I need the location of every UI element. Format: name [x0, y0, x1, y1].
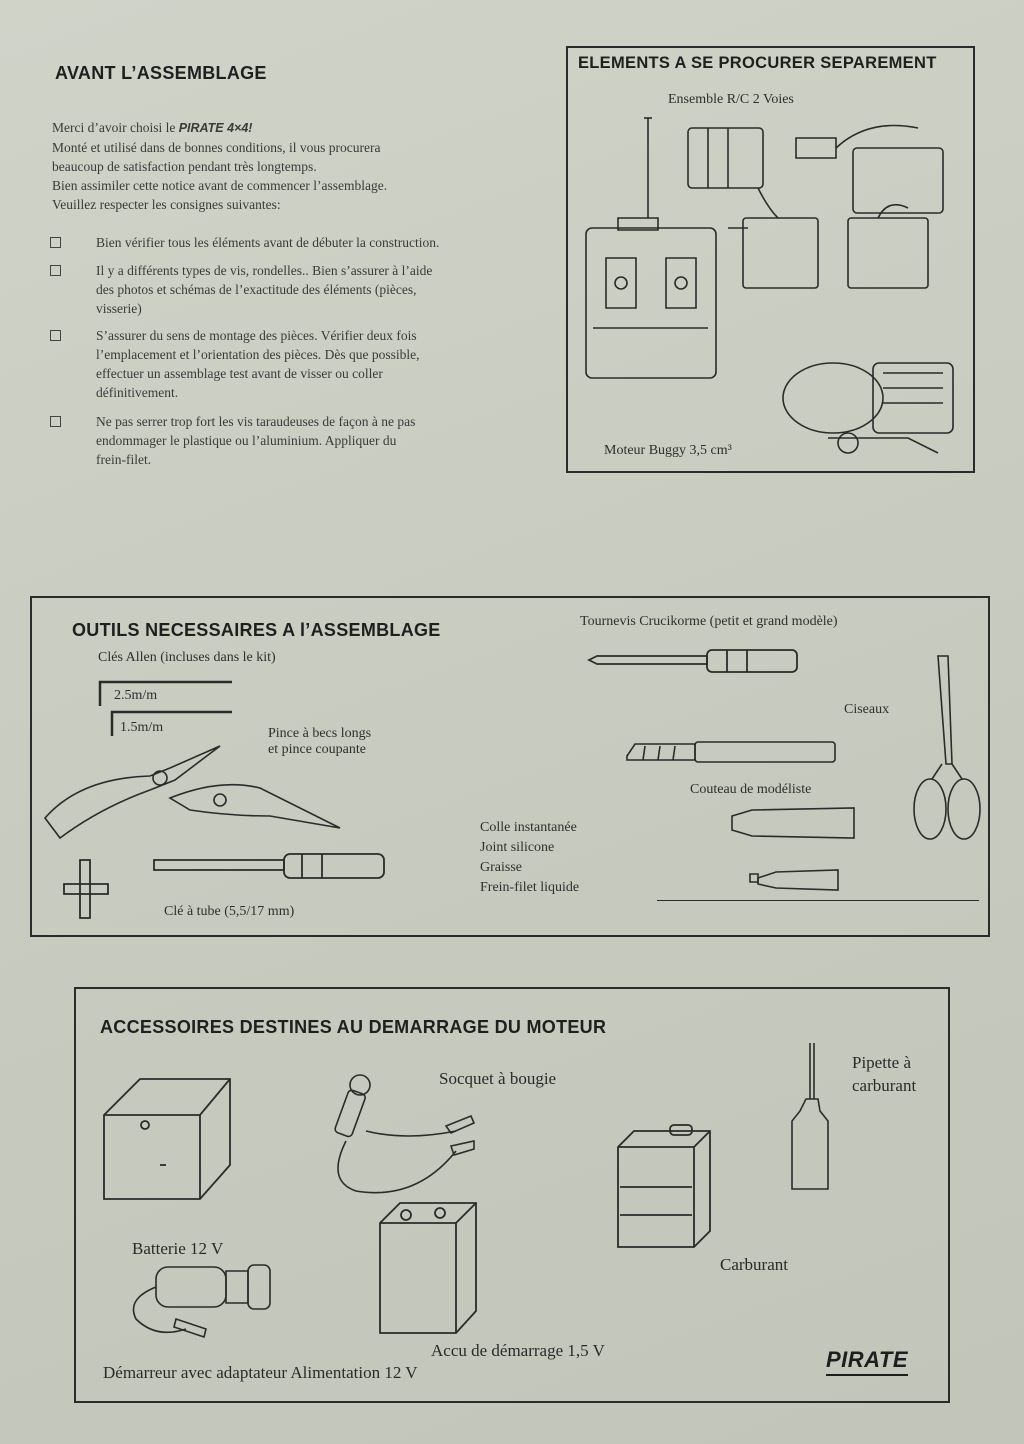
screwdriver-icon [587, 646, 807, 676]
socket-wrench-icon [152, 850, 392, 890]
checkbox[interactable] [50, 416, 61, 427]
checkbox[interactable] [50, 237, 61, 248]
pliers-icon [40, 738, 370, 858]
glue-list-item: Frein-filet liquide [480, 880, 580, 895]
checklist-text: visserie) [96, 301, 142, 316]
hobby-knife-icon [625, 738, 845, 768]
battery-12v-label: Batterie 12 V [132, 1239, 224, 1258]
cross-wrench-icon [62, 856, 112, 926]
pliers-label-line: et pince coupante [268, 742, 366, 757]
checkbox[interactable] [50, 265, 61, 276]
glue-list-item: Colle instantanée [480, 820, 577, 835]
rc-set-illustration [578, 108, 968, 468]
checklist-text: frein-filet. [96, 452, 152, 467]
glue-list-item: Graisse [480, 860, 522, 875]
fuel-can-icon [614, 1125, 719, 1255]
allen-keys-label: Clés Allen (incluses dans le kit) [98, 650, 276, 665]
accessories-title: ACCESSOIRES DESTINES AU DEMARRAGE DU MOTEUR [100, 1017, 607, 1037]
intro-text [52, 118, 552, 214]
tools-box [30, 596, 990, 937]
intro-line-4: Bien assimiler cette notice avant de commencer l’assemblage. [52, 178, 388, 193]
pliers-label-line: Pince à becs longs [268, 726, 372, 741]
checklist-text: Ne pas serrer trop fort les vis taraudeuses de façon à ne pas [96, 414, 416, 429]
checklist-text: endommager le plastique ou l’aluminium. Appliquer du [96, 433, 397, 448]
allen-size-large: 2.5m/m [114, 688, 158, 703]
checkbox[interactable] [50, 330, 61, 341]
product-name: PIRATE 4×4! [178, 121, 253, 135]
intro-line-2: Monté et utilisé dans de bonnes conditions, il vous procurera [52, 140, 381, 155]
socket-wrench-label: Clé à tube (5,5/17 mm) [164, 904, 295, 919]
battery-12v-icon [100, 1075, 235, 1205]
glue-tubes-icon [728, 804, 863, 894]
accessories-box [74, 987, 950, 1403]
glue-list-item: Joint silicone [480, 840, 555, 855]
separate-items-title: ELEMENTS A SE PROCURER SEPAREMENT [578, 54, 937, 72]
screwdriver-label: Tournevis Crucikorme (petit et grand modèle) [580, 614, 838, 629]
checklist-text: Il y a différents types de vis, rondelles.. Bien s’assurer à l’aide [96, 263, 433, 278]
glue-list [480, 818, 579, 898]
scissors-label: Ciseaux [844, 702, 890, 717]
fuel-label: Carburant [720, 1255, 788, 1274]
checklist-text: définitivement. [96, 385, 179, 400]
before-assembly-title: AVANT L’ASSEMBLAGE [55, 63, 267, 83]
fuel-pipette-label [852, 1051, 916, 1097]
checklist-text: l’emplacement et l’orientation des pièces. Dès que possible, [96, 347, 420, 362]
allen-size-small: 1.5m/m [120, 720, 164, 735]
glow-battery-label: Accu de démarrage 1,5 V [431, 1341, 605, 1360]
intro-line-3: beaucoup de satisfaction pendant très longtemps. [52, 159, 317, 174]
glow-plug-socket-label: Socquet à bougie [439, 1069, 557, 1088]
glow-battery-icon [376, 1199, 486, 1339]
checklist-text: des photos et schémas de l’exactitude des éléments (pièces, [96, 282, 417, 297]
fuel-pipette-icon [786, 1041, 836, 1191]
fuel-pipette-label-line: Pipette à [852, 1053, 912, 1072]
glow-plug-socket-icon [326, 1071, 476, 1201]
rc-set-label: Ensemble R/C 2 Voies [668, 92, 794, 107]
pirate-logo: PIRATE [826, 1347, 908, 1376]
hobby-knife-label: Couteau de modéliste [690, 782, 812, 797]
separate-items-box [566, 46, 975, 473]
fuel-pipette-label-line: carburant [852, 1076, 917, 1095]
divider-line [657, 900, 979, 901]
checklist-text: effectuer un assemblage test avant de visser ou coller [96, 366, 383, 381]
checklist-text: S’assurer du sens de montage des pièces. Vérifier deux fois [96, 328, 417, 343]
intro-line-5: Veuillez respecter les consignes suivantes: [52, 197, 281, 212]
checklist-text: Bien vérifier tous les éléments avant de débuter la construction. [96, 235, 440, 250]
scissors-icon [908, 654, 983, 844]
intro-line-1: Merci d’avoir choisi le [52, 120, 176, 135]
engine-label: Moteur Buggy 3,5 cm³ [604, 443, 732, 458]
allen-keys-icon [92, 678, 242, 738]
tools-title: OUTILS NECESSAIRES A l’ASSEMBLAGE [72, 620, 441, 640]
starter-icon [116, 1259, 276, 1349]
starter-label: Démarreur avec adaptateur Alimentation 12 V [103, 1363, 418, 1382]
